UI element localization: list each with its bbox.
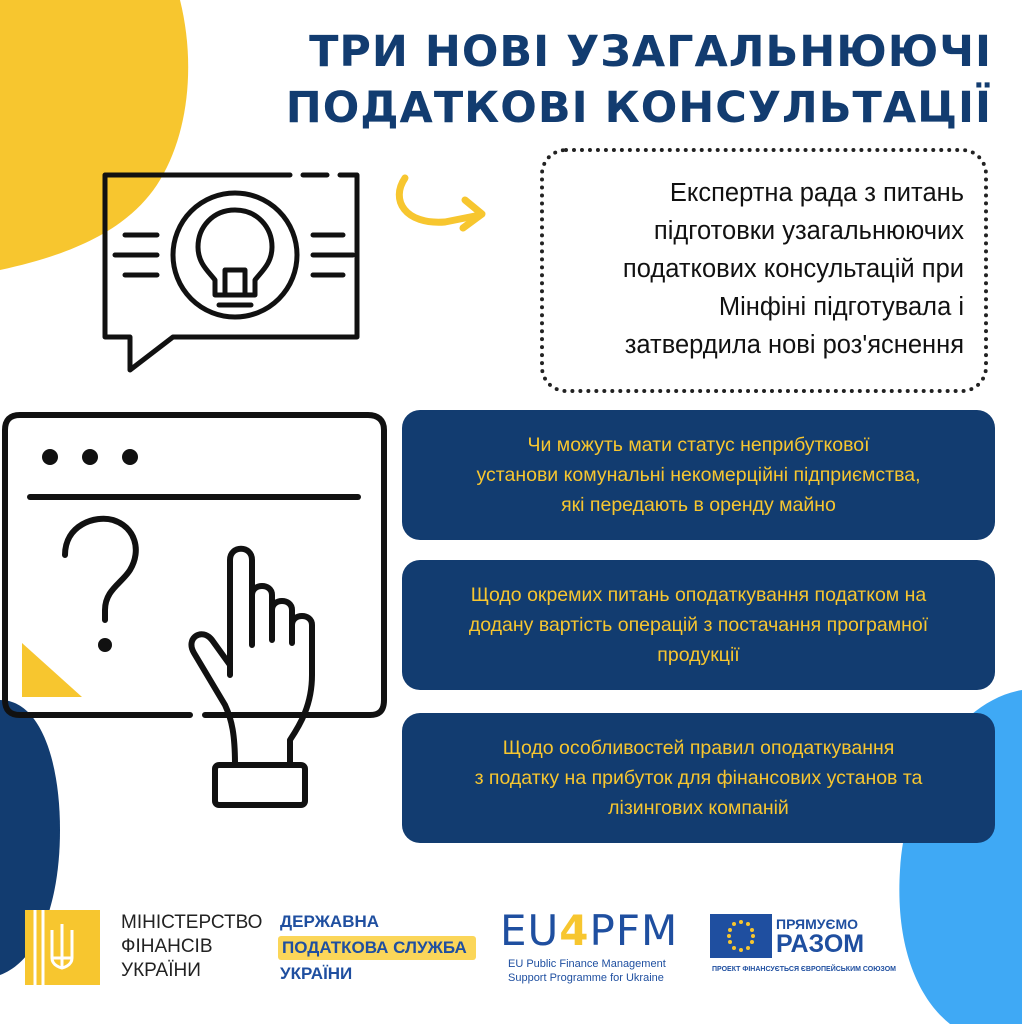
ministry-line-1: МІНІСТЕРСТВО bbox=[121, 912, 263, 933]
card-line: установи комунальні некомерційні підприємства, bbox=[476, 464, 921, 486]
trident-emblem bbox=[25, 910, 100, 985]
ministry-line-2: ФІНАНСІВ bbox=[121, 936, 213, 957]
card-line: які передають в оренду майно bbox=[561, 494, 836, 516]
page-title bbox=[232, 24, 992, 136]
intro-line: підготовки узагальнюючих bbox=[653, 217, 964, 245]
tax-service-line-2: ПОДАТКОВА СЛУЖБА bbox=[282, 938, 467, 957]
trident-icon bbox=[25, 910, 100, 985]
eu4pfm-wordmark bbox=[500, 906, 678, 955]
card-line: додану вартість операцій з постачання програмної bbox=[468, 614, 929, 636]
ministry-line-3: УКРАЇНИ bbox=[121, 960, 201, 981]
yellow-triangle bbox=[22, 643, 82, 697]
eu4pfm-logo bbox=[500, 906, 690, 986]
tax-service-line-1: ДЕРЖАВНА bbox=[280, 912, 380, 931]
tax-service-logo bbox=[278, 910, 488, 985]
consultation-card-3 bbox=[402, 713, 995, 843]
consultation-card-2 bbox=[402, 560, 995, 690]
browser-question-click-icon bbox=[0, 405, 400, 825]
eu4pfm-line-2: Support Programme for Ukraine bbox=[508, 972, 664, 984]
together-note: ПРОЕКТ ФІНАНСУЄТЬСЯ ЄВРОПЕЙСЬКИМ СОЮЗОМ bbox=[712, 966, 897, 973]
card-line: лізингових компаній bbox=[608, 797, 789, 819]
card-line: Чи можуть мати статус неприбуткової bbox=[527, 434, 870, 456]
lightbulb-chat-icon bbox=[95, 165, 370, 380]
intro-line: податкових консультацій при bbox=[622, 255, 964, 283]
together-line-2: РАЗОМ bbox=[776, 930, 865, 958]
tax-service-line-3: УКРАЇНИ bbox=[280, 964, 353, 983]
consultation-card-1 bbox=[402, 410, 995, 540]
card-line: Щодо особливостей правил оподаткування bbox=[502, 737, 895, 759]
ministry-logo bbox=[25, 910, 265, 985]
together-line-1: ПРЯМУЄМО bbox=[776, 916, 858, 932]
curved-arrow-icon bbox=[385, 170, 495, 240]
card-line: Щодо окремих питань оподаткування податком на bbox=[470, 584, 927, 606]
together-logo bbox=[710, 914, 900, 984]
intro-line: затвердила нові роз'яснення bbox=[624, 331, 964, 359]
eu4pfm-4: 4 bbox=[559, 906, 590, 955]
eu-flag-icon bbox=[710, 914, 772, 958]
intro-text-box bbox=[540, 148, 988, 393]
card-line: продукції bbox=[657, 644, 740, 666]
intro-line: Мінфіні підготувала і bbox=[718, 293, 964, 321]
eu4pfm-line-1: EU Public Finance Management bbox=[508, 958, 666, 970]
card-line: з податку на прибуток для фінансових установ та bbox=[474, 767, 923, 789]
title-line-2: ПОДАТКОВІ КОНСУЛЬТАЦІЇ bbox=[285, 83, 992, 133]
intro-line: Експертна рада з питань bbox=[669, 179, 964, 207]
eu4pfm-pfm: PFM bbox=[589, 906, 679, 955]
title-line-1: ТРИ НОВІ УЗАГАЛЬНЮЮЧІ bbox=[309, 27, 992, 77]
eu4pfm-eu: EU bbox=[500, 906, 560, 955]
